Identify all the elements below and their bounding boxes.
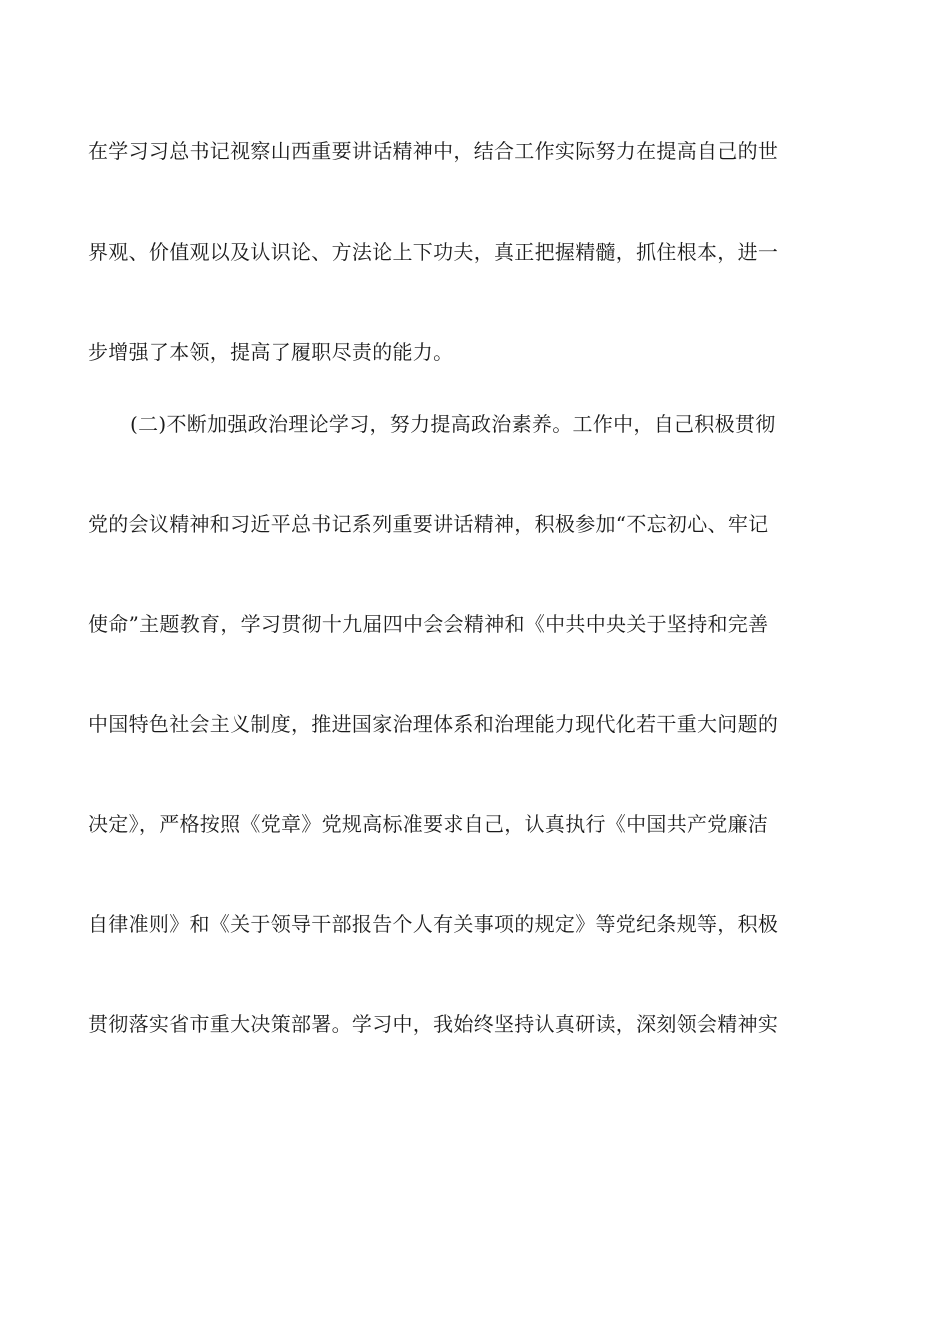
paragraph-line-6: 使命”主题教育，学习贯彻十九届四中会会精神和《中共中央关于坚持和完善 (88, 612, 769, 636)
paragraph-line-2: 界观、价值观以及认识论、方法论上下功夫，真正把握精髓，抓住根本，进一 (88, 240, 779, 264)
section-heading-line: (二)不断加强政治理论学习，努力提高政治素养。工作中，自己积极贯彻 (130, 412, 776, 436)
paragraph-line-10: 贯彻落实省市重大决策部署。学习中，我始终坚持认真研读，深刻领会精神实 (88, 1012, 779, 1036)
paragraph-line-7: 中国特色社会主义制度，推进国家治理体系和治理能力现代化若干重大问题的 (88, 712, 779, 736)
paragraph-line-5: 党的会议精神和习近平总书记系列重要讲话精神，积极参加“不忘初心、牢记 (88, 512, 769, 536)
paragraph-line-8: 决定》，严格按照《党章》党规高标准要求自己，认真执行《中国共产党廉洁 (88, 812, 769, 836)
paragraph-line-1: 在学习习总书记视察山西重要讲话精神中，结合工作实际努力在提高自己的世 (88, 139, 779, 163)
paragraph-line-9: 自律准则》和《关于领导干部报告个人有关事项的规定》等党纪条规等，积极 (88, 912, 779, 936)
paragraph-line-3: 步增强了本领，提高了履职尽责的能力。 (88, 340, 454, 364)
